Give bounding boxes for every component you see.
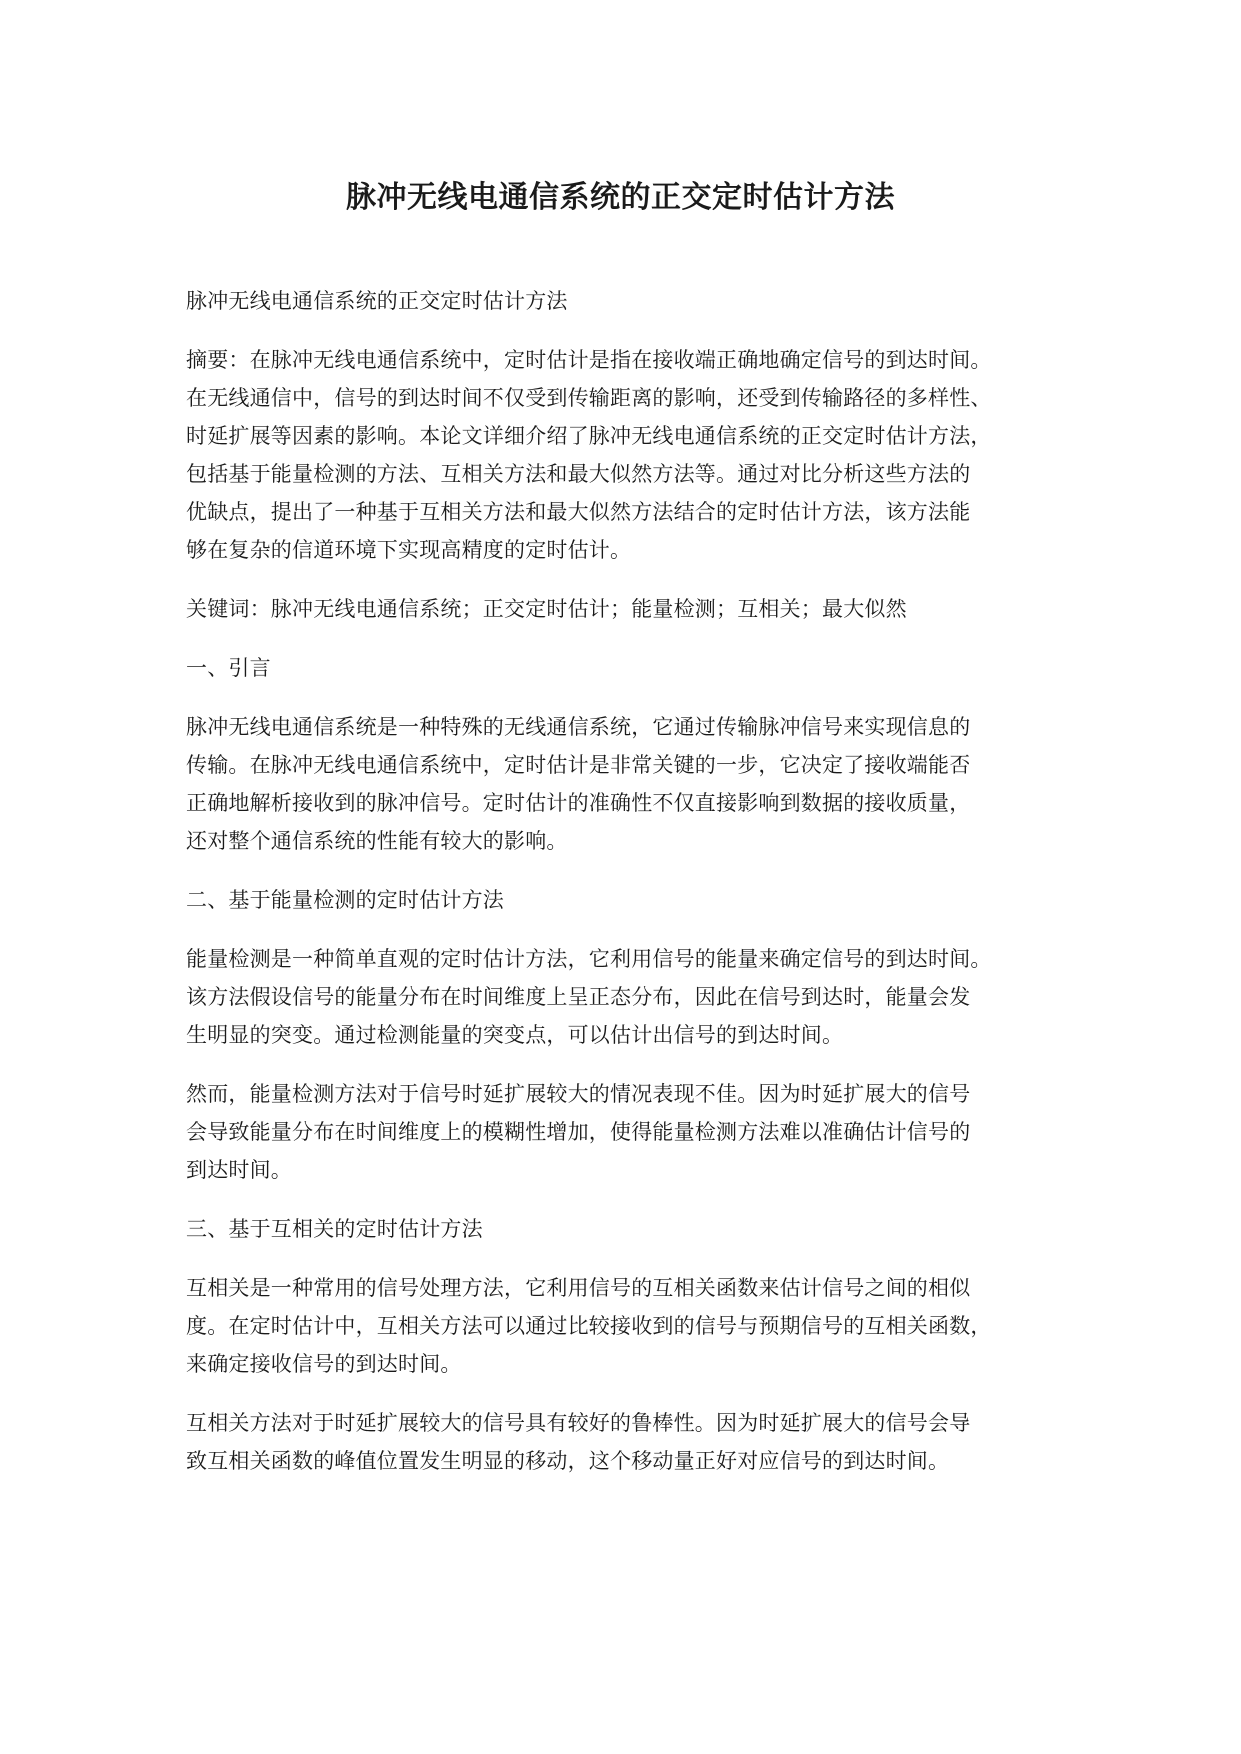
text-line: 包括基于能量检测的方法、互相关方法和最大似然方法等。通过对比分析这些方法的 xyxy=(186,462,971,486)
text-line: 致互相关函数的峰值位置发生明显的移动，这个移动量正好对应信号的到达时间。 xyxy=(186,1449,950,1473)
keywords-paragraph xyxy=(186,590,1086,628)
abstract-paragraph xyxy=(186,341,1086,569)
text-line: 生明显的突变。通过检测能量的突变点，可以估计出信号的到达时间。 xyxy=(186,1023,844,1047)
text-line: 在无线通信中，信号的到达时间不仅受到传输距离的影响，还受到传输路径的多样性、 xyxy=(186,386,992,410)
section-heading-energy-detection xyxy=(186,881,1086,919)
document-body xyxy=(186,282,1086,1501)
text-line: 传输。在脉冲无线电通信系统中，定时估计是非常关键的一步，它决定了接收端能否 xyxy=(186,753,971,777)
document-title: 脉冲无线电通信系统的正交定时估计方法 xyxy=(346,180,895,215)
text-line: 还对整个通信系统的性能有较大的影响。 xyxy=(186,829,568,853)
subtitle-paragraph xyxy=(186,282,1086,320)
energy-detection-paragraph-1 xyxy=(186,940,1086,1054)
text-line: 摘要：在脉冲无线电通信系统中，定时估计是指在接收端正确地确定信号的到达时间。 xyxy=(186,348,992,372)
section-heading-cross-correlation xyxy=(186,1210,1086,1248)
text-line: 该方法假设信号的能量分布在时间维度上呈正态分布，因此在信号到达时，能量会发 xyxy=(186,985,971,1009)
text-line: 够在复杂的信道环境下实现高精度的定时估计。 xyxy=(186,538,632,562)
section-heading-introduction xyxy=(186,649,1086,687)
text-line: 关键词：脉冲无线电通信系统；正交定时估计；能量检测；互相关；最大似然 xyxy=(186,597,907,621)
text-line: 然而，能量检测方法对于信号时延扩展较大的情况表现不佳。因为时延扩展大的信号 xyxy=(186,1082,971,1106)
text-line: 一、引言 xyxy=(186,656,271,680)
text-line: 脉冲无线电通信系统是一种特殊的无线通信系统，它通过传输脉冲信号来实现信息的 xyxy=(186,715,971,739)
text-line: 时延扩展等因素的影响。本论文详细介绍了脉冲无线电通信系统的正交定时估计方法， xyxy=(186,424,992,448)
text-line: 优缺点，提出了一种基于互相关方法和最大似然方法结合的定时估计方法，该方法能 xyxy=(186,500,971,524)
text-line: 来确定接收信号的到达时间。 xyxy=(186,1352,462,1376)
cross-correlation-paragraph-1 xyxy=(186,1269,1086,1383)
text-line: 能量检测是一种简单直观的定时估计方法，它利用信号的能量来确定信号的到达时间。 xyxy=(186,947,992,971)
text-line: 三、基于互相关的定时估计方法 xyxy=(186,1217,483,1241)
cross-correlation-paragraph-2 xyxy=(186,1404,1086,1480)
text-line: 到达时间。 xyxy=(186,1158,292,1182)
text-line: 度。在定时估计中，互相关方法可以通过比较接收到的信号与预期信号的互相关函数， xyxy=(186,1314,992,1338)
text-line: 互相关是一种常用的信号处理方法，它利用信号的互相关函数来估计信号之间的相似 xyxy=(186,1276,971,1300)
text-line: 脉冲无线电通信系统的正交定时估计方法 xyxy=(186,289,568,313)
energy-detection-paragraph-2 xyxy=(186,1075,1086,1189)
text-line: 会导致能量分布在时间维度上的模糊性增加，使得能量检测方法难以准确估计信号的 xyxy=(186,1120,971,1144)
text-line: 二、基于能量检测的定时估计方法 xyxy=(186,888,504,912)
text-line: 互相关方法对于时延扩展较大的信号具有较好的鲁棒性。因为时延扩展大的信号会导 xyxy=(186,1411,971,1435)
text-line: 正确地解析接收到的脉冲信号。定时估计的准确性不仅直接影响到数据的接收质量， xyxy=(186,791,971,815)
introduction-paragraph xyxy=(186,708,1086,860)
